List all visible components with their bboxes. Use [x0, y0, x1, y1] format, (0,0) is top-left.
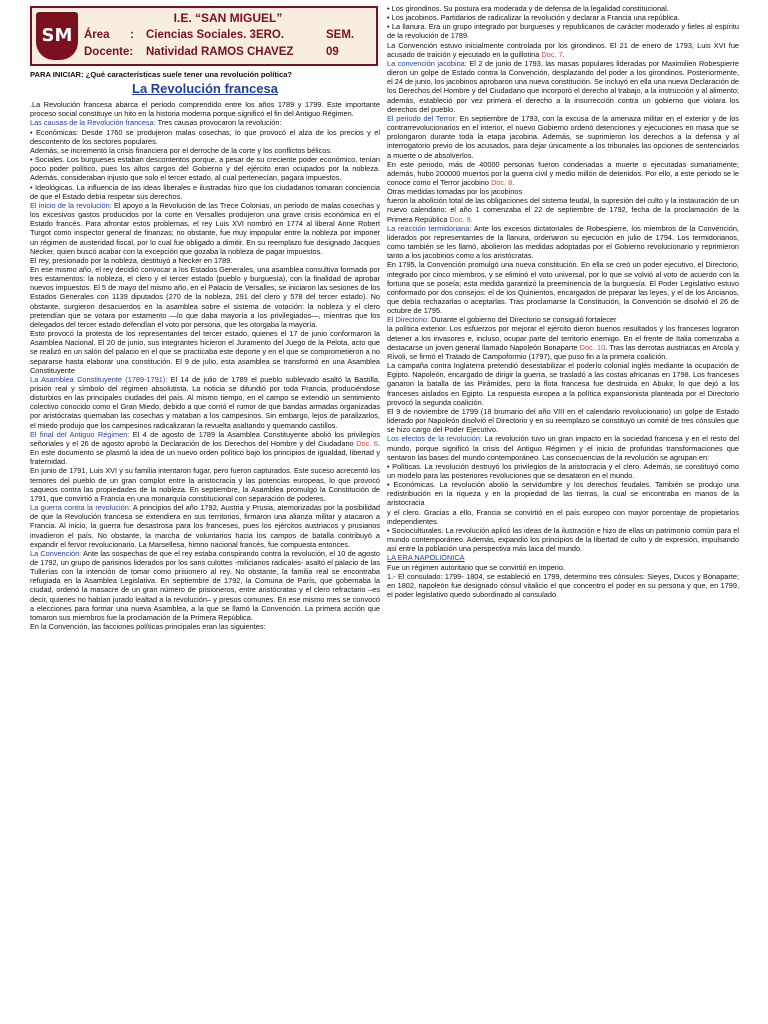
paragraph	[30, 256, 380, 265]
right-paragraphs	[387, 4, 739, 599]
paragraph-text: y el clero. Gracias a ello, Francia se convirtió en el país europeo con mayor porcentaje de propietarios independientes.	[387, 507, 739, 526]
right-column	[387, 4, 739, 1018]
page-title: La Revolución francesa	[132, 81, 278, 97]
paragraph-text: En septiembre de 1793, con la excusa de la amenaza militar en el exterior y de los contrarrevolucionarios en el interior, el nuevo Gobierno ordenó detenciones y ejecuciones en masa que se prolongaron durante toda la etapa jacobina. Además, se suprimieron los derechos a la defensa y al interrogatorio previo de los acusados, para dejar únicamente a los tribunales las opciones de sentenciarlos a muerte o de absolverlos.	[387, 113, 739, 160]
paragraph-text: fueron la abolición total de las obligaciones del sistema feudal, la supresión del culto y la instauración de un nuevo calendario: el año 1 comenzaba el 22 de septiembre de 1792, fecha de la proclamación de la Primera República	[387, 196, 739, 224]
paragraph-text: En este periodo, más de 40000 personas fueron condenadas a muerte o ejecutadas sumariamente; además, hubo 200000 muertos por la guerra civil y medio millón de detenidos. Por ello, a este periodo se le conoce como el Terror jacobino	[387, 159, 739, 187]
section-heading: Los efectos de la revolución:	[387, 434, 482, 444]
paragraph	[30, 155, 380, 182]
header-box	[30, 6, 378, 66]
paragraph-text: Ante los excesos dictatoriales de Robespierre, los miembros de la Convención, liderados por representantes de la llanura, ordenaron su ejecución en julio de 1794. Los termidorianos, como también se les llamó, abolieron las medidas adoptadas por el Gobierno revolucionario y reprimieron tanto a los jacobinos como a los aristócratas.	[387, 223, 739, 261]
paragraph-text: En la Convención, las facciones políticas principales eran las siguientes:	[30, 622, 266, 632]
paragraph	[387, 196, 739, 223]
area-label: Área	[84, 29, 110, 41]
paragraph	[387, 160, 739, 187]
section-heading: El Directorio:	[387, 315, 430, 325]
section-heading: El periodo del Terror:	[387, 113, 458, 123]
header-text	[84, 10, 372, 61]
paragraph-text: El 2 de junio de 1793, las masas populares lideradas por Maximilien Robespierre dieron un golpe de Estado contra la Convención, desplazando del poder a los girondinos. Posteriormente, el 24 de junio, los jacobinos aprobaron una nueva constitución. Se incluyó en ella una nueva Declaración de los Derechos del Hombre y del Ciudadano que incorporó el derecho al trabajo, a la instrucción y al alimento; además, estableció por vez primera el derecho a la insurrección contra un gobierno que violara los derechos del pueblo.	[387, 58, 739, 114]
paragraph	[387, 315, 739, 324]
section-heading: La reacción termidoriana:	[387, 223, 472, 233]
paragraph	[387, 260, 739, 315]
sem-value: 09	[326, 46, 339, 58]
paragraph	[387, 480, 739, 507]
paragraph	[387, 553, 739, 562]
intro-question: ¿Qué características suele tener una revolución política?	[85, 70, 293, 79]
intro-line	[30, 70, 380, 79]
left-column	[30, 70, 380, 1018]
paragraph-text: • Sociales. Los burgueses estaban descontentos porque, a pesar de su creciente poder económico, tenían poco poder político, pues los altos cargos del Gobierno y del ejército eran ocupados por la nobleza. Además, consideraban injusto que solo el tercer estado, al cual pertenecían, pagara impuestos.	[30, 155, 380, 183]
doc-reference: Doc. 8	[490, 177, 513, 187]
doc-reference: Doc. 7	[541, 49, 563, 59]
paragraph	[30, 622, 380, 631]
paragraph-text: Además, se incrementó la crisis financiera por el derroche de la corte y los conflictos bélicos.	[30, 145, 333, 155]
paragraph	[387, 41, 739, 59]
teacher-label: Docente:	[84, 46, 134, 58]
paragraph-text: A principios del año 1792, Austria y Prusia, atemorizadas por la posibilidad de que la Revolución francesa se extendiera en sus territorios, firmaron una alianza militar y atacaron a Francia. Al inicio, la guerra fue desastrosa para los franceses, pues los ejércitos austriacos y prusianos invadieron el país. No obstante, la marcha de voluntarios hacia los campos de batalla contribuyó a expandir el fervor revolucionario. La Marsellesa, himno nacional francés, fue compuesta entonces.	[30, 503, 380, 549]
section-heading: La guerra contra la revolución:	[30, 503, 131, 513]
school-logo: SM	[36, 12, 78, 60]
section-heading: El final del Antiguo Régimen:	[30, 429, 130, 439]
teacher-value: Natividad RAMOS CHAVEZ	[146, 46, 294, 58]
paragraph-text: La Convención estuvo inicialmente controlada por los girondinos. El 21 de enero de 1793, Luis XVI fue acusado de traición y ejecutado en la guillotina	[387, 40, 739, 59]
paragraph-text: El 4 de agosto de 1789 la Asamblea Constituyente abolió los privilegios señoriales y el 26 de agosto aprobó la Declaración de los Derechos del Hombre y del Ciudadano	[30, 429, 380, 448]
paragraph-text: Otras medidas tomadas por los jacobinos	[387, 187, 523, 197]
area-colon: :	[130, 29, 134, 41]
paragraph	[30, 201, 380, 256]
paragraph	[387, 508, 739, 526]
paragraph-text: Durante el gobierno del Directorio se consiguió fortalecer	[429, 315, 617, 325]
paragraph	[30, 329, 380, 375]
paragraph	[387, 59, 739, 114]
section-heading: La convención jacobina:	[387, 58, 467, 68]
paragraph	[387, 462, 739, 480]
paragraph	[30, 118, 380, 127]
school-name: I.E. “SAN MIGUEL”	[173, 11, 283, 25]
paragraph-text: • Los jacobinos. Partidarios de radicalizar la revolución y declarar a Francia una república.	[387, 13, 680, 23]
section-heading: El inicio de la revolución:	[30, 200, 112, 210]
paragraph	[387, 572, 739, 599]
paragraph-text: • Socioculturales. La revolución aplicó las ideas de la ilustración e hizo de ellas un patrimonio común para el mundo contemporáneo. Además, expandió los principios de la libertad de culto y de expresión, impulsando así entre la población una perspectiva más laica del mundo.	[387, 525, 739, 554]
paragraph	[30, 503, 380, 549]
paragraph-text: El 9 de noviembre de 1799 (18 brumario del año VIII en el calendario revolucionario) un golpe de Estado liderado por Napoleón disolvió el Directorio y en su reemplazo se constituyó un comité de tres cónsules que se hizo cargo del Poder Ejecutivo.	[387, 406, 739, 435]
paragraph	[387, 434, 739, 461]
section-heading: LA ERA NAPOLIÓNICA	[387, 553, 465, 563]
paragraph-text: Fue un régimen autoritario que se convirtió en imperio.	[387, 562, 565, 572]
paragraph	[387, 224, 739, 261]
paragraph-text: Tres causas provocaron la revolución:	[155, 118, 282, 128]
paragraph-tail: .	[470, 214, 473, 224]
doc-reference: Doc. 6	[356, 438, 378, 448]
section-heading: La Asamblea Constituyente (1789-1791):	[30, 374, 168, 384]
paragraph	[387, 4, 739, 13]
paragraph-tail: . En este documento se plasmó la idea de un nuevo orden político bajo los principios de igualdad, libertad y fraternidad.	[30, 438, 380, 467]
paragraph-text: En junio de 1791, Luis XVI y su familia intentaron fugar, pero fueron capturados. Este suceso acrecentó los temores del pueblo de un gran complot entre la aristocracia y las potencias europeas, lo que provocó saqueos contra las propiedades de la nobleza. En septiembre, la Asamblea promulgó la Constitución de 1791, que convirtió a Francia en una monarquía constitucional con separación de poderes.	[30, 466, 380, 503]
paragraph-text: 1.- El consulado: 1799- 1804, se estableció en 1799, determino tres cónsules: Sieyes, Ducos y Bonaparte; en 1802, napoleón fue designado cónsul vitalicio el que concentro el poder en su persona y que, en 1799, el poder legislativo quedo subordinado al consulado.	[387, 571, 739, 599]
paragraph	[30, 430, 380, 467]
paragraph	[30, 375, 380, 430]
paragraph-text: El rey, presionado por la nobleza, destituyó a Necker en 1789.	[30, 255, 233, 265]
paragraph-text: El apoyo a la Revolución de las Trece Colonias, un periodo de malas cosechas y los excesivos gastos producidos por la corte en Versalles produjeron una grave crisis económica en el Estado francés. Para afrontar estos problemas, el rey Luis XVI nombró en 1774 al liberal Anne Robert Turgot como inspector general de finanzas; no obstante, fue muy impopular entre la nobleza por imponer un régimen de austeridad fiscal, por lo cual fue obligado a dimitir. En su reemplazo fue designado Jacques Necker, quien buscó acabar con la excepción que gozaba la nobleza de pagar impuestos.	[30, 200, 380, 256]
paragraph-text: • La llanura. Era un grupo integrado por burgueses y republicanos de carácter moderado y fieles al espíritu de la revolución de 1789.	[387, 22, 739, 41]
paragraph-text: • Económicas: Desde 1760 se produjeron malas cosechas, lo que provocó el alza de los precios y el descontento de los sectores populares.	[30, 127, 380, 146]
doc-reference: Doc. 9	[449, 214, 471, 224]
paragraph-text: • Políticas. La revolución destruyó los privilegios de la aristocracia y el clero. Además, se constituyó como un modelo para las posteriores revoluciones que se desataron en el mundo.	[387, 461, 739, 480]
paragraph	[387, 13, 739, 22]
section-heading: Las causas de la Revolución francesa:	[30, 118, 156, 128]
paragraph	[387, 187, 739, 196]
paragraph	[30, 128, 380, 146]
paragraph	[387, 563, 739, 572]
paragraph	[387, 526, 739, 553]
paragraph	[387, 22, 739, 40]
paragraph-text: • Ideológicas. La influencia de las ideas liberales e ilustradas hizo que los ciudadanos tomaran conciencia de que el Estado debía respetar sus derechos.	[30, 182, 380, 201]
paragraph	[30, 466, 380, 503]
paragraph-text: .La Revolución francesa abarca el periodo comprendido entre los años 1789 y 1799. Este importante proceso social constituye un hito en la historia moderna porque significó el fin del Antiguo Régimen.	[30, 100, 380, 119]
paragraph	[30, 265, 380, 329]
intro-label: PARA INICIAR:	[30, 70, 84, 79]
paragraph-tail: .	[512, 177, 515, 187]
paragraph	[30, 100, 380, 118]
paragraph-text: La campaña contra Inglaterra pretendió desestabilizar el poderío colonial inglés mediante la ocupación de Egipto. Napoleón, encargado de dirigir la guerra, se trasladó a las costas africanas en 1798. Los franceses ganaron la batalla de las Pirámides, pero la flota francesa fue destruida en Abukir, lo que dejó a los franceses aislados en Egipto. La respuesta europea a la política expansionista planteada por el Directorio provocó la segunda coalición.	[387, 361, 739, 407]
paragraph-tail: . Tras las derrotas austriacas en Arcola y Rívoli, se firmó el Tratado de Campoformio (1797), que puso fin a la primera coalición.	[387, 342, 739, 361]
area-value: Ciencias Sociales. 3ERO.	[146, 29, 285, 41]
paragraph-text: La revolución tuvo un gran impacto en la sociedad francesa y en el resto del mundo, porque significó la crisis del Antiguo Régimen y el inicio de profundas transformaciones que sentaron las bases del mundo contemporáneo. Las consecuencias de la revolución se agrupan en:	[387, 434, 739, 462]
paragraph	[30, 146, 380, 155]
paragraph-tail: .	[562, 49, 565, 59]
sem-label: SEM.	[326, 29, 355, 41]
paragraph-text: • Económicas. La revolución abolió la servidumbre y los derechos feudales. También se produjo una redistribución en la riqueza y en la propiedad de las tierras, la cual se encontraba en manos de la aristocracia	[387, 480, 739, 508]
section-heading: La Convención:	[30, 548, 82, 558]
doc-reference: Doc. 10	[579, 342, 606, 352]
paragraph-text: la política exterior. Los esfuerzos por mejorar el ejército dieron buenos resultados y los franceses lograron detener a los invasores e, incluso, ocupar parte del territorio enemigo. En el frente de Italia comenzaba a destacarse un joven general llamado Napoleón Bonaparte	[387, 324, 739, 352]
paragraph	[30, 183, 380, 201]
paragraph	[387, 361, 739, 407]
paragraph	[387, 324, 739, 361]
paragraph-text: • Los girondinos. Su postura era moderada y de defensa de la legalidad constitucional.	[387, 4, 669, 13]
paragraph-text: En ese mismo año, el rey decidió convocar a los Estados Generales, una asamblea consultiva formada por tres estamentos: la nobleza, el clero y el tercer estado (pueblo y burguesía), con la finalidad de aprobar nuevos impuestos. El 5 de mayo del mismo año, en el Palacio de Versalles, se iniciaron las sesiones de los Estados Generales con 1139 diputados (270 de la nobleza, 291 del clero y 578 del tercer estado). No obstante, surgieron desacuerdos en la asamblea sobre el sistema de votación: la nobleza y el clero pretendían que se votara por estamento —lo que daba mayoría a los privilegiados—, mientras que los delegados del tercer estado defendían el voto por persona, que les otorgaba la mayoría.	[30, 264, 380, 329]
paragraph-text: Esto provocó la protesta de los representantes del tercer estado, quienes el 17 de junio conformaron la Asamblea Nacional. El 20 de junio, sus integrantes hicieron el Juramento del Juego de la Pelota, acto que se realizó en un salón del palacio en el que se practicaba este deporte y en el que se comprometieron a no separarse hasta elaborar una constitución. El 9 de julio, esta asamblea se transformó en una Asamblea Constituyente	[30, 329, 380, 375]
paragraph	[387, 407, 739, 434]
paragraph-text: En 1795, la Convención promulgó una nueva constitución. En ella se creó un poder ejecutivo, el Directorio, integrado por cinco miembros, y se eliminó el voto universal, por lo que se volvió al voto de acuerdo con la fortuna que se poseía; esta medida garantizó la preeminencia de la burguesía. El Poder Legislativo estuvo conformado por dos consejos: el de los Quinientos, encargados de preparar las leyes, y el de los Ancianos, que debía rechazarlas o aceptarlas. Tras proclamarse la Constitución, la Convención se disolvió el 26 de octubre de 1795.	[387, 260, 739, 316]
paragraph	[387, 114, 739, 160]
paragraph	[30, 549, 380, 622]
paragraph-text: El 14 de julio de 1789 el pueblo sublevado asaltó la Bastilla, prisión real y símbolo del régimen absolutista. La noticia se difundió por toda Francia, produciéndose disturbios en las principales ciudades del país. Al mismo tiempo, en el campo se extendió un sentimiento colectivo conocido como el Gran Miedo, debido a que corrió el rumor de que bandas armadas organizadas por aristócratas quemaban las cosechas y mataban a los campesinos. Sin embargo, lejos de paralizarlos, el miedo produjo que los campesinos radicalizaran la revuelta asaltando y quemando castillos.	[30, 374, 380, 430]
left-paragraphs	[30, 100, 380, 631]
paragraph-text: Ante las sospechas de que el rey estaba conspirando contra la revolución, el 10 de agosto de 1792, un grupo de parisinos liderados por los sans culottes -milicianos radicales- asaltó el palacio de las Tullerías con la intención de tomar como prisionero al rey. No obstante, la familia real se encontraba refugiada en la Asamblea Legislativa. En septiembre de 1792, la Comuna de París, que gobernaba la ciudad, ordenó la masacre de un gran número de prisioneros, entre aristócratas y el clero refractario –es decir, quienes no habían jurado lealtad a la revolución– y presos comunes. En ese mismo mes se convocó a elecciones para formar una nueva Asamblea, a la que se llamó la Convención. La primera acción que tomaron sus miembros fue la proclamación de la Primera República.	[30, 548, 380, 622]
